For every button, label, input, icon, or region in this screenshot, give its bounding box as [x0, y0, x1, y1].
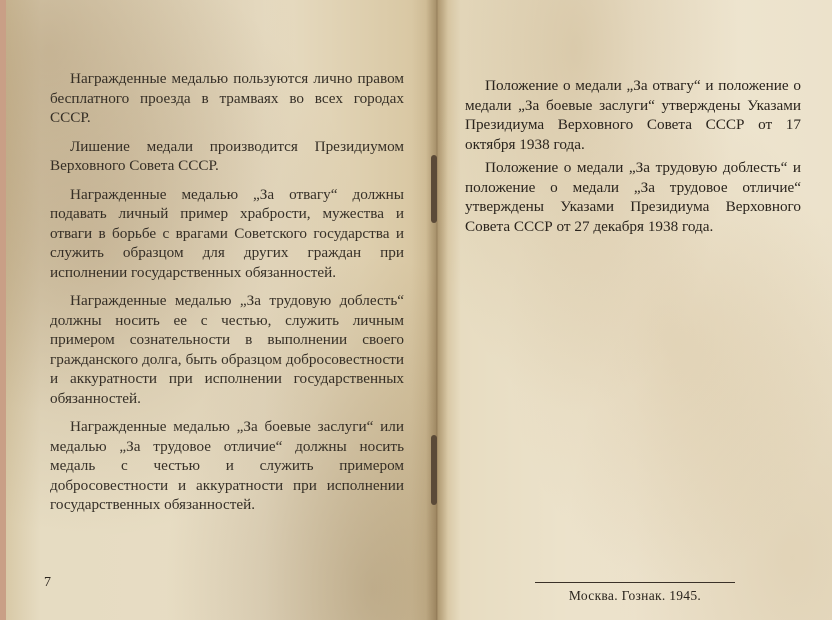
right-page-text: [465, 76, 801, 240]
left-paragraph-2: Лишение медали производится Президиумом Верховного Совета СССР.: [50, 137, 404, 174]
left-paragraph-3: Награжденные медалью „За отвагу“ должны подавать личный пример храбрости, мужества и отваги в борьбе с врагами Советского государства и служить образцом для других граждан при исполнении государственных обязанностей.: [50, 185, 404, 281]
binding-gutter: [426, 0, 448, 620]
left-paragraph-4: Награжденные медалью „За трудовую доблесть“ должны носить ее с честью, служить личным примером сознательности в выполнении своего гражданского долга, быть образцом добросовестности и аккуратности при исполнении государственных обязанностей.: [50, 292, 404, 407]
right-paragraph-2: Положение о медали „За трудовую доблесть“ и положение о медали „За трудовое отличие“ утверждены Указами Президиума Верховного Совета СССР от 27 декабря 1938 года.: [465, 159, 801, 235]
imprint-line: Москва. Гознак. 1945.: [568, 588, 702, 603]
left-page-text: [50, 69, 404, 524]
left-paragraph-1: Награжденные медалью пользуются лично правом бесплатного проезда в трамваях во всех городах СССР.: [50, 70, 404, 126]
page-number: 7: [44, 575, 51, 590]
right-paragraph-1: Положение о медали „За отвагу“ и положение о медали „За боевые заслуги“ утверждены Указами Президиума Верховного Совета СССР от 17 октября 1938 года.: [465, 77, 801, 153]
staple-top: [431, 155, 437, 223]
staple-bottom: [431, 435, 437, 505]
right-page: [437, 0, 832, 620]
left-paragraph-5: Награжденные медалью „За боевые заслуги“ или медалью „За трудовое отличие“ должны носить медаль с честью и служить примером добросовестности и аккуратности при исполнении государственных обязанностей.: [50, 418, 404, 513]
imprint-rule: [535, 582, 735, 583]
